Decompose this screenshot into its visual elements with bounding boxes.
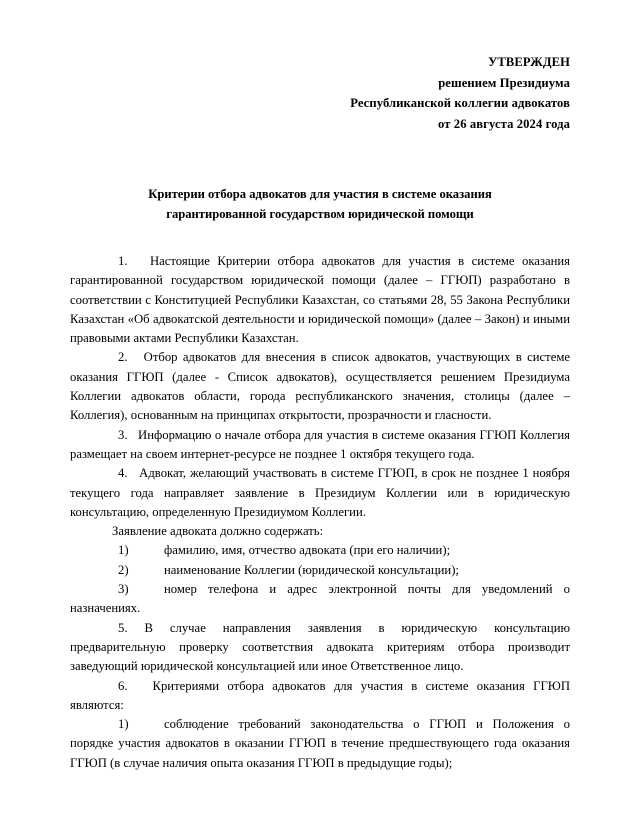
application-lead: Заявление адвоката должно содержать: [112,524,324,539]
paragraph-6: 6. Критериями отбора адвокатов для участия в системе оказания ГГЮП являются: [70,678,570,712]
list-item-label: соблюдение требований законодательства о ГГЮП и Положения о порядке участия адвокатов в оказании ГГЮП в течение предшествующего года оказания ГГЮП (в случае наличия опыта оказания ГГЮП в предыдущие годы); [70,717,570,770]
paragraph-4: 4. Адвокат, желающий участвовать в системе ГГЮП, в срок не позднее 1 ноября текущего года направляет заявление в Президиум Коллегии или в юридическую консультацию, определенную Президиумом Коллегии. [70,466,570,519]
list-item [70,580,570,619]
list-item [70,541,570,560]
list-item-label: фамилию, имя, отчество адвоката (при его наличии); [164,543,451,558]
list-item-marker: 3) [118,582,129,597]
list-item [70,715,570,773]
paragraph-1: 1. Настоящие Критерии отбора адвокатов для участия в системе оказания гарантированной государством юридической помощи (далее – ГГЮП) разработано в соответствии с Конституцией Республики Казахстан, со статьями 28, 55 Закона Республики Казахстан «Об адвокатской деятельности и юридической помощи» (далее – Закон) и иными правовыми актами Республики Казахстан. [70,254,570,346]
list-item-label: наименование Коллегии (юридической консультации); [164,562,459,577]
page-title-line-1: Критерии отбора адвокатов для участия в системе оказания [148,187,492,201]
approval-line-2: решением Президиума [438,75,570,90]
approval-line-4: от 26 августа 2024 года [438,116,570,131]
approval-line-1: УТВЕРЖДЕН [488,55,570,69]
list-item-label: номер телефона и адрес электронной почты для уведомлений о назначениях. [70,582,570,616]
page-title-line-2: гарантированной государством юридической помощи [166,207,474,221]
document-content [70,0,570,773]
document-body [70,252,570,773]
page-title [70,184,570,224]
list-item [70,561,570,580]
paragraph-5: 5. В случае направления заявления в юридическую консультацию предварительную проверку соответствия адвоката критериям отбора производит заведующий юридической консультацией или иное Ответственное лицо. [70,620,570,674]
list-item-marker: 1) [118,717,129,732]
approval-block [70,52,570,134]
list-item-marker: 1) [118,543,129,558]
paragraph-3: 3. Информацию о начале отбора для участия в системе оказания ГГЮП Коллегия размещает на своем интернет-ресурсе не позднее 1 октября текущего года. [70,427,570,461]
paragraph-2: 2. Отбор адвокатов для внесения в список адвокатов, участвующих в системе оказания ГГЮП (далее - Список адвокатов), осуществляется решением Президиума Коллегии адвокатов области, города республиканского значения, столицы (далее – Коллегия), основанным на принципах открытости, прозрачности и гласности. [70,350,570,423]
list-item-marker: 2) [118,562,129,577]
approval-line-3: Республиканской коллегии адвокатов [350,96,570,110]
